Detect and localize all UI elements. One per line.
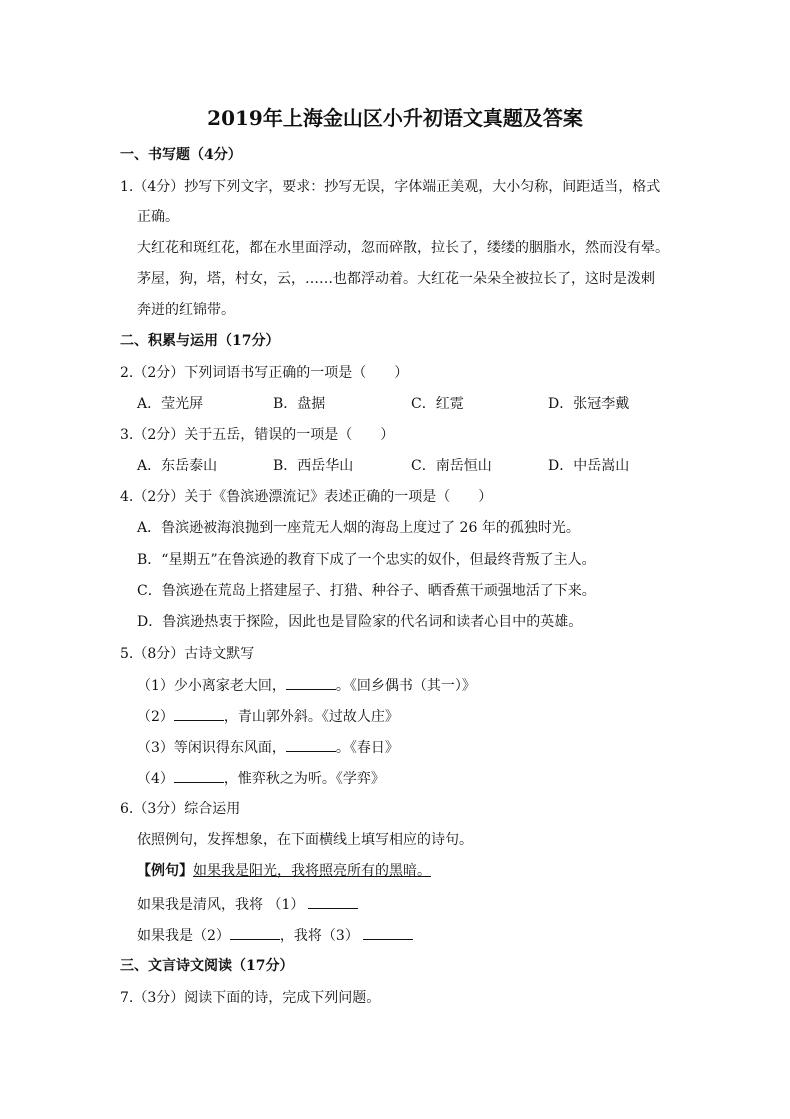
question-6-example bbox=[137, 861, 431, 881]
poem-recall-item bbox=[137, 675, 476, 696]
question-3-option-c: C．南岳恒山 bbox=[411, 458, 492, 474]
question-3-option-d: D．中岳嵩山 bbox=[548, 458, 630, 474]
poem-recall-prefix: （4） bbox=[137, 771, 174, 787]
copy-text-line: 大红花和斑红花，都在水里面浮动，忽而碎散，拉长了，缕缕的胭脂水，然而没有晕。 bbox=[137, 240, 669, 256]
document-title: 2019年上海金山区小升初语文真题及答案 bbox=[207, 106, 583, 130]
poem-recall-suffix: ，惟弈秋之为听。《学弈》 bbox=[223, 771, 385, 787]
copy-text-line: 茅屋，狗，塔，村女，云，……也都浮动着。大红花一朵朵全被拉长了，这时是泼剌 bbox=[137, 271, 655, 287]
section-heading-writing: 一、书写题（4分） bbox=[120, 147, 242, 163]
section-heading-classical-reading: 三、文言诗文阅读（17分） bbox=[120, 958, 294, 974]
section-heading-accumulation: 二、积累与运用（17分） bbox=[120, 333, 280, 349]
question-1-stem-cont: 正确。 bbox=[137, 209, 179, 225]
poem-recall-suffix: ，青山郭外斜。《过故人庄》 bbox=[223, 709, 399, 725]
question-2-option-c: C．红霓 bbox=[411, 396, 464, 412]
question-6-line-1 bbox=[137, 894, 358, 915]
question-2-option-b: B．盘据 bbox=[273, 396, 326, 412]
poem-recall-item bbox=[137, 737, 399, 758]
answer-blank[interactable] bbox=[230, 925, 280, 940]
line-2-part-a: 如果我是（2） bbox=[137, 928, 230, 944]
question-7-stem: 7.（3分）阅读下面的诗，完成下列问题。 bbox=[120, 990, 381, 1006]
example-sentence: 如果我是阳光，我将照亮所有的黑暗。 bbox=[193, 863, 431, 879]
answer-blank[interactable] bbox=[174, 768, 224, 783]
question-3-option-b: B．西岳华山 bbox=[273, 458, 354, 474]
copy-text-line: 奔迸的红锦带。 bbox=[137, 302, 235, 318]
question-2-option-d: D．张冠李戴 bbox=[548, 396, 630, 412]
poem-recall-item bbox=[137, 706, 399, 727]
question-2-option-a: A．莹光屏 bbox=[137, 396, 204, 412]
question-5-stem: 5.（8分）古诗文默写 bbox=[120, 646, 255, 662]
answer-blank[interactable] bbox=[174, 706, 224, 721]
poem-recall-item bbox=[137, 768, 385, 789]
poem-recall-prefix: （3）等闲识得东风面， bbox=[137, 740, 286, 756]
answer-blank[interactable] bbox=[308, 894, 358, 909]
poem-recall-prefix: （2） bbox=[137, 709, 174, 725]
question-2-stem: 2.（2分）下列词语书写正确的一项是（ ） bbox=[120, 365, 409, 381]
poem-recall-prefix: （1）少小离家老大回， bbox=[137, 678, 286, 694]
question-3-stem: 3.（2分）关于五岳，错误的一项是（ ） bbox=[120, 427, 395, 443]
question-6-instruction: 依照例句，发挥想象，在下面横线上填写相应的诗句。 bbox=[137, 832, 473, 848]
answer-blank[interactable] bbox=[363, 925, 413, 940]
answer-blank[interactable] bbox=[286, 675, 336, 690]
poem-recall-suffix: 。《春日》 bbox=[335, 740, 399, 756]
poem-recall-suffix: 。《回乡偶书（其一）》 bbox=[335, 678, 476, 694]
line-2-part-b: ，我将（3） bbox=[279, 928, 359, 944]
line-1-prefix: 如果我是清风，我将 （1） bbox=[137, 897, 305, 913]
question-4-option-c: C．鲁滨逊在荒岛上搭建屋子、打猎、种谷子、晒香蕉干顽强地活了下来。 bbox=[137, 583, 596, 599]
question-3-option-a: A．东岳泰山 bbox=[137, 458, 218, 474]
question-4-option-a: A．鲁滨逊被海浪抛到一座荒无人烟的海岛上度过了 26 年的孤独时光。 bbox=[137, 520, 580, 536]
answer-blank[interactable] bbox=[286, 737, 336, 752]
question-4-stem: 4.（2分）关于《鲁滨逊漂流记》表述正确的一项是（ ） bbox=[120, 489, 493, 505]
question-4-option-d: D．鲁滨逊热衷于探险，因此也是冒险家的代名词和读者心目中的英雄。 bbox=[137, 614, 583, 630]
question-6-stem: 6.（3分）综合运用 bbox=[120, 801, 241, 817]
example-tag: 【例句】 bbox=[137, 863, 193, 879]
question-1-stem: 1.（4分）抄写下列文字，要求：抄写无误，字体端正美观，大小匀称，间距适当，格式 bbox=[120, 179, 661, 195]
question-6-line-2 bbox=[137, 925, 413, 946]
question-4-option-b: B．“星期五”在鲁滨逊的教育下成了一个忠实的奴仆，但最终背叛了主人。 bbox=[137, 552, 596, 568]
